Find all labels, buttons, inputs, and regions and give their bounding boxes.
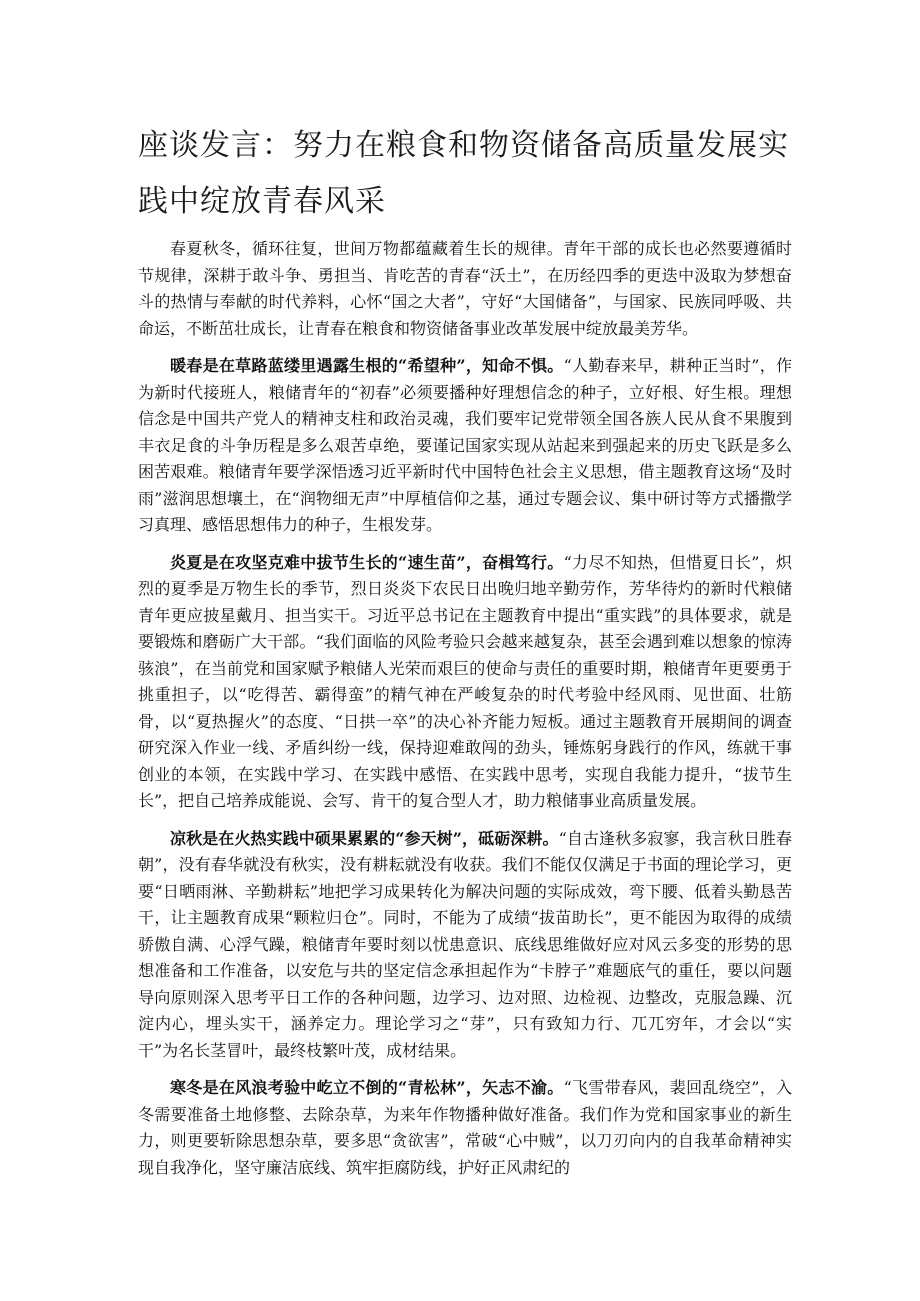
paragraph-text: “飞雪带春风，裴回乱绕空”，入冬需要准备土地修整、去除杂草，为来年作物播种做好准备。我们作为党和国家事业的新生力，则更要斩除思想杂草，要多思“贪欲害”，常破“心中贼”，以刀刃向内的自我革命精神实现自我净化，坚守廉洁底线、筑牢拒腐防线，护好正风肃纪的 xyxy=(138,1078,792,1177)
paragraph-text: “人勤春来早，耕种正当时”，作为新时代接班人，粮储青年的“初春”必须要播种好理想信念的种子，立好根、好生根。理想信念是中国共产党人的精神支柱和政治灵魂，我们要牢记党带领全国各族人民从食不果腹到丰衣足食的斗争历程是多么艰苦卓绝，要谨记国家实现从站起来到强起来的历史飞跃是多么困苦艰难。粮储青年要学深悟透习近平新时代中国特色社会主义思想，借主题教育这场“及时雨”滋润思想壤土，在“润物细无声”中厚植信仰之基，通过专题会议、集中研讨等方式播撒学习真理、感悟思想伟力的种子，生根发芽。 xyxy=(138,356,792,534)
document-title: 座谈发言：努力在粮食和物资储备高质量发展实践中绽放青春风采 xyxy=(138,128,789,219)
paragraph-spring xyxy=(138,353,792,539)
paragraph-autumn xyxy=(138,826,792,1065)
paragraph-text: 春夏秋冬，循环往复，世间万物都蕴藏着生长的规律。青年干部的成长也必然要遵循时节规律，深耕于敢斗争、勇担当、肯吃苦的青春“沃土”，在历经四季的更迭中汲取为梦想奋斗的热情与奉献的时代养料，心怀“国之大者”，守好“大国储备”，与国家、民族同呼吸、共命运，不断茁壮成长，让青春在粮食和物资储备事业改革发展中绽放最美芳华。 xyxy=(138,239,792,338)
paragraph-lead: 暖春是在草路蓝缕里遇露生根的“希望种”，知命不惧。 xyxy=(170,356,564,375)
paragraph-intro xyxy=(138,236,792,342)
document-page xyxy=(138,118,792,1192)
paragraph-winter xyxy=(138,1075,792,1181)
paragraph-lead: 炎夏是在攻坚克难中拔节生长的“速生苗”，奋楫笃行。 xyxy=(170,552,564,572)
paragraph-lead: 凉秋是在火热实践中硕果累累的“参天树”，砥砺深耕。 xyxy=(170,828,559,848)
paragraph-text: “力尽不知热，但惜夏日长”，炽烈的夏季是万物生长的季节，烈日炎炎下农民日出晚归地辛勤劳作，芳华待灼的新时代粮储青年更应披星戴月、担当实干。习近平总书记在主题教育中提出“重实践”的具体要求，就是要锻炼和磨砺广大干部。“我们面临的风险考验只会越来越复杂，甚至会遇到难以想象的惊涛骇浪”，在当前党和国家赋予粮储人光荣而艰巨的使命与责任的重要时期，粮储青年更要勇于挑重担子，以“吃得苦、霸得蛮”的精气神在严峻复杂的时代考验中经风雨、见世面、壮筋骨，以“夏热握火”的态度、“日拱一卒”的决心补齐能力短板。通过主题教育开展期间的调查研究深入作业一线、矛盾纠纷一线，保持迎难敢闯的劲头，锤炼躬身践行的作风，练就干事创业的本领，在实践中学习、在实践中感悟、在实践中思考，实现自我能力提升，“拔节生长”，把自己培养成能说、会写、肯干的复合型人才，助力粮储事业高质量发展。 xyxy=(138,552,792,810)
paragraph-lead: 寒冬是在风浪考验中屹立不倒的“青松林”，矢志不渝。 xyxy=(170,1078,564,1097)
paragraph-text: “自古逢秋多寂寥，我言秋日胜春朝”，没有春华就没有秋实，没有耕耘就没有收获。我们不能仅仅满足于书面的理论学习，更要“日晒雨淋、辛勤耕耘”地把学习成果转化为解决问题的实际成效，弯下腰、低着头勤恳苦干，让主题教育成果“颗粒归仓”。同时，不能为了成绩“拔苗助长”，更不能因为取得的成绩骄傲自满、心浮气躁，粮储青年要时刻以忧患意识、底线思维做好应对风云多变的形势的思想准备和工作准备，以安危与共的坚定信念承担起作为“卡脖子”难题底气的重任，要以问题导向原则深入思考平日工作的各种问题，边学习、边对照、边检视、边整改，克服急躁、沉淀内心，埋头实干，涵养定力。理论学习之“芽”，只有致知力行、兀兀穷年，才会以“实干”为名长茎冒叶，最终枝繁叶茂，成材结果。 xyxy=(138,828,792,1060)
paragraph-summer xyxy=(138,550,792,815)
